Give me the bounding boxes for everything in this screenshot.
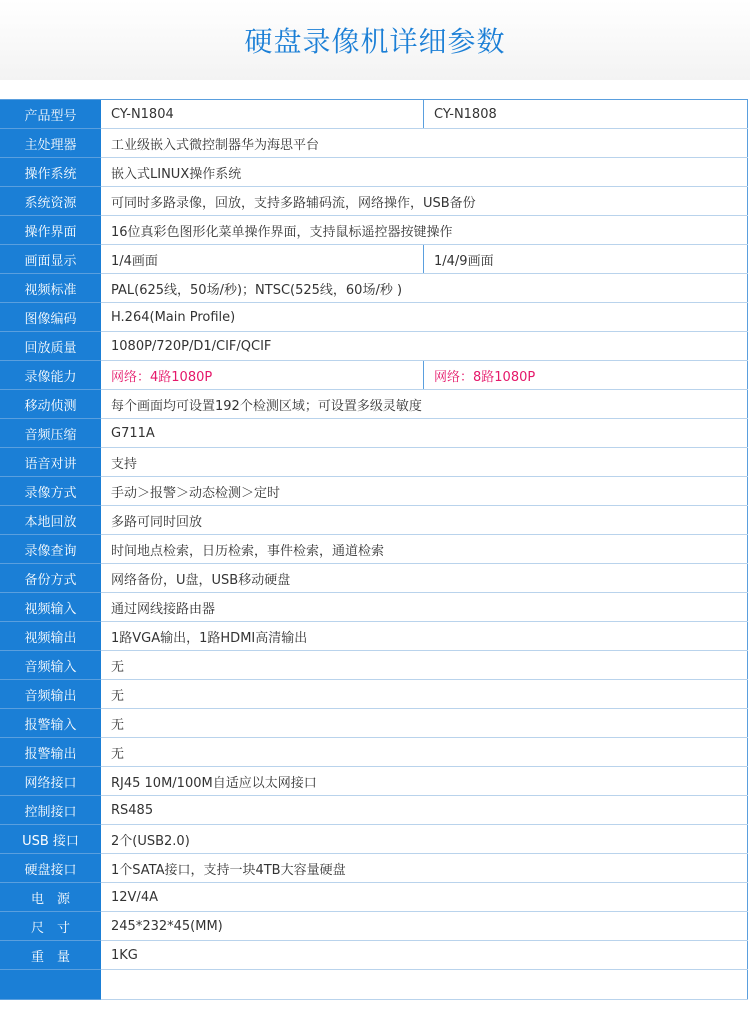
spec-value: 嵌入式LINUX操作系统 bbox=[101, 158, 748, 187]
spec-row bbox=[0, 941, 748, 970]
spec-value: 无 bbox=[101, 651, 748, 680]
spec-label: 重 量 bbox=[0, 941, 101, 970]
spec-row bbox=[0, 564, 748, 593]
spec-value: G711A bbox=[101, 419, 748, 448]
spec-row bbox=[0, 477, 748, 506]
spec-row bbox=[0, 912, 748, 941]
spec-row bbox=[0, 738, 748, 767]
spec-label: 语音对讲 bbox=[0, 448, 101, 477]
spec-label: 电 源 bbox=[0, 883, 101, 912]
spec-value: 每个画面均可设置192个检测区域；可设置多级灵敏度 bbox=[101, 390, 748, 419]
spec-table-body bbox=[0, 100, 748, 1000]
spec-value: RJ45 10M/100M自适应以太网接口 bbox=[101, 767, 748, 796]
spec-label: 网络接口 bbox=[0, 767, 101, 796]
spec-label: 回放质量 bbox=[0, 332, 101, 361]
spec-row bbox=[0, 593, 748, 622]
spec-value-model-2: 网络：8路1080P bbox=[424, 361, 748, 390]
spec-label: 操作系统 bbox=[0, 158, 101, 187]
spec-value-model-1: 网络：4路1080P bbox=[101, 361, 424, 390]
spec-value: 1个SATA接口，支持一块4TB大容量硬盘 bbox=[101, 854, 748, 883]
spec-value: PAL(625线，50场/秒)；NTSC(525线，60场/秒 ) bbox=[101, 274, 748, 303]
spec-row bbox=[0, 651, 748, 680]
spec-label: 音频压缩 bbox=[0, 419, 101, 448]
spec-row bbox=[0, 274, 748, 303]
page-header bbox=[0, 0, 750, 80]
spec-value-model-2: CY-N1808 bbox=[424, 100, 748, 129]
page-title: 硬盘录像机详细参数 bbox=[244, 25, 506, 58]
spec-value: 手动＞报警＞动态检测＞定时 bbox=[101, 477, 748, 506]
spec-label: 产品型号 bbox=[0, 100, 101, 129]
spec-row bbox=[0, 361, 748, 390]
spec-row bbox=[0, 535, 748, 564]
spec-label: 视频输入 bbox=[0, 593, 101, 622]
spec-label: 控制接口 bbox=[0, 796, 101, 825]
spec-row bbox=[0, 419, 748, 448]
spec-value: 1路VGA输出，1路HDMI高清输出 bbox=[101, 622, 748, 651]
spec-value: 支持 bbox=[101, 448, 748, 477]
spec-label: 音频输入 bbox=[0, 651, 101, 680]
spec-row-empty bbox=[0, 970, 748, 1000]
spec-row bbox=[0, 332, 748, 361]
spec-value: 245*232*45(MM) bbox=[101, 912, 748, 941]
spec-label: 录像方式 bbox=[0, 477, 101, 506]
spec-row bbox=[0, 796, 748, 825]
spec-row bbox=[0, 158, 748, 187]
spec-value: 16位真彩色图形化菜单操作界面，支持鼠标遥控器按键操作 bbox=[101, 216, 748, 245]
spec-row bbox=[0, 390, 748, 419]
spec-value: 可同时多路录像，回放，支持多路辅码流，网络操作，USB备份 bbox=[101, 187, 748, 216]
spec-value: 1KG bbox=[101, 941, 748, 970]
spec-label: 备份方式 bbox=[0, 564, 101, 593]
spec-row bbox=[0, 187, 748, 216]
spec-label: 图像编码 bbox=[0, 303, 101, 332]
spec-label: 系统资源 bbox=[0, 187, 101, 216]
spec-value: 2个(USB2.0) bbox=[101, 825, 748, 854]
spec-value: 12V/4A bbox=[101, 883, 748, 912]
spec-value: 工业级嵌入式微控制器华为海思平台 bbox=[101, 129, 748, 158]
spec-row bbox=[0, 825, 748, 854]
spec-label: 报警输出 bbox=[0, 738, 101, 767]
spec-value: H.264(Main Profile) bbox=[101, 303, 748, 332]
spec-row bbox=[0, 622, 748, 651]
spec-label: 操作界面 bbox=[0, 216, 101, 245]
spec-value: 通过网线接路由器 bbox=[101, 593, 748, 622]
spec-row bbox=[0, 767, 748, 796]
spec-value-model-1: 1/4画面 bbox=[101, 245, 424, 274]
spec-row bbox=[0, 448, 748, 477]
spec-row bbox=[0, 883, 748, 912]
spec-label: 本地回放 bbox=[0, 506, 101, 535]
spec-label: 音频输出 bbox=[0, 680, 101, 709]
spec-value: RS485 bbox=[101, 796, 748, 825]
spec-row bbox=[0, 680, 748, 709]
spec-label: 报警输入 bbox=[0, 709, 101, 738]
spec-row bbox=[0, 216, 748, 245]
spec-value: 时间地点检索，日历检索，事件检索，通道检索 bbox=[101, 535, 748, 564]
spec-value: 网络备份，U盘，USB移动硬盘 bbox=[101, 564, 748, 593]
spec-label: 录像能力 bbox=[0, 361, 101, 390]
spec-label: 主处理器 bbox=[0, 129, 101, 158]
spec-row bbox=[0, 506, 748, 535]
spec-value-empty bbox=[101, 970, 748, 1000]
spec-value: 1080P/720P/D1/CIF/QCIF bbox=[101, 332, 748, 361]
spec-label: 视频标准 bbox=[0, 274, 101, 303]
spec-row bbox=[0, 303, 748, 332]
spec-value: 无 bbox=[101, 709, 748, 738]
spec-label: 移动侦测 bbox=[0, 390, 101, 419]
spec-label: 尺 寸 bbox=[0, 912, 101, 941]
spec-label: USB 接口 bbox=[0, 825, 101, 854]
spec-row bbox=[0, 709, 748, 738]
spec-value-model-2: 1/4/9画面 bbox=[424, 245, 748, 274]
spec-value-model-1: CY-N1804 bbox=[101, 100, 424, 129]
spec-row bbox=[0, 100, 748, 129]
spec-label: 画面显示 bbox=[0, 245, 101, 274]
spec-label: 视频输出 bbox=[0, 622, 101, 651]
spec-value: 无 bbox=[101, 738, 748, 767]
spec-row bbox=[0, 854, 748, 883]
spec-label: 硬盘接口 bbox=[0, 854, 101, 883]
spec-value: 无 bbox=[101, 680, 748, 709]
spec-table bbox=[0, 99, 748, 1000]
spec-label-empty bbox=[0, 970, 101, 1000]
spec-row bbox=[0, 129, 748, 158]
spec-value: 多路可同时回放 bbox=[101, 506, 748, 535]
spec-label: 录像查询 bbox=[0, 535, 101, 564]
spec-row bbox=[0, 245, 748, 274]
